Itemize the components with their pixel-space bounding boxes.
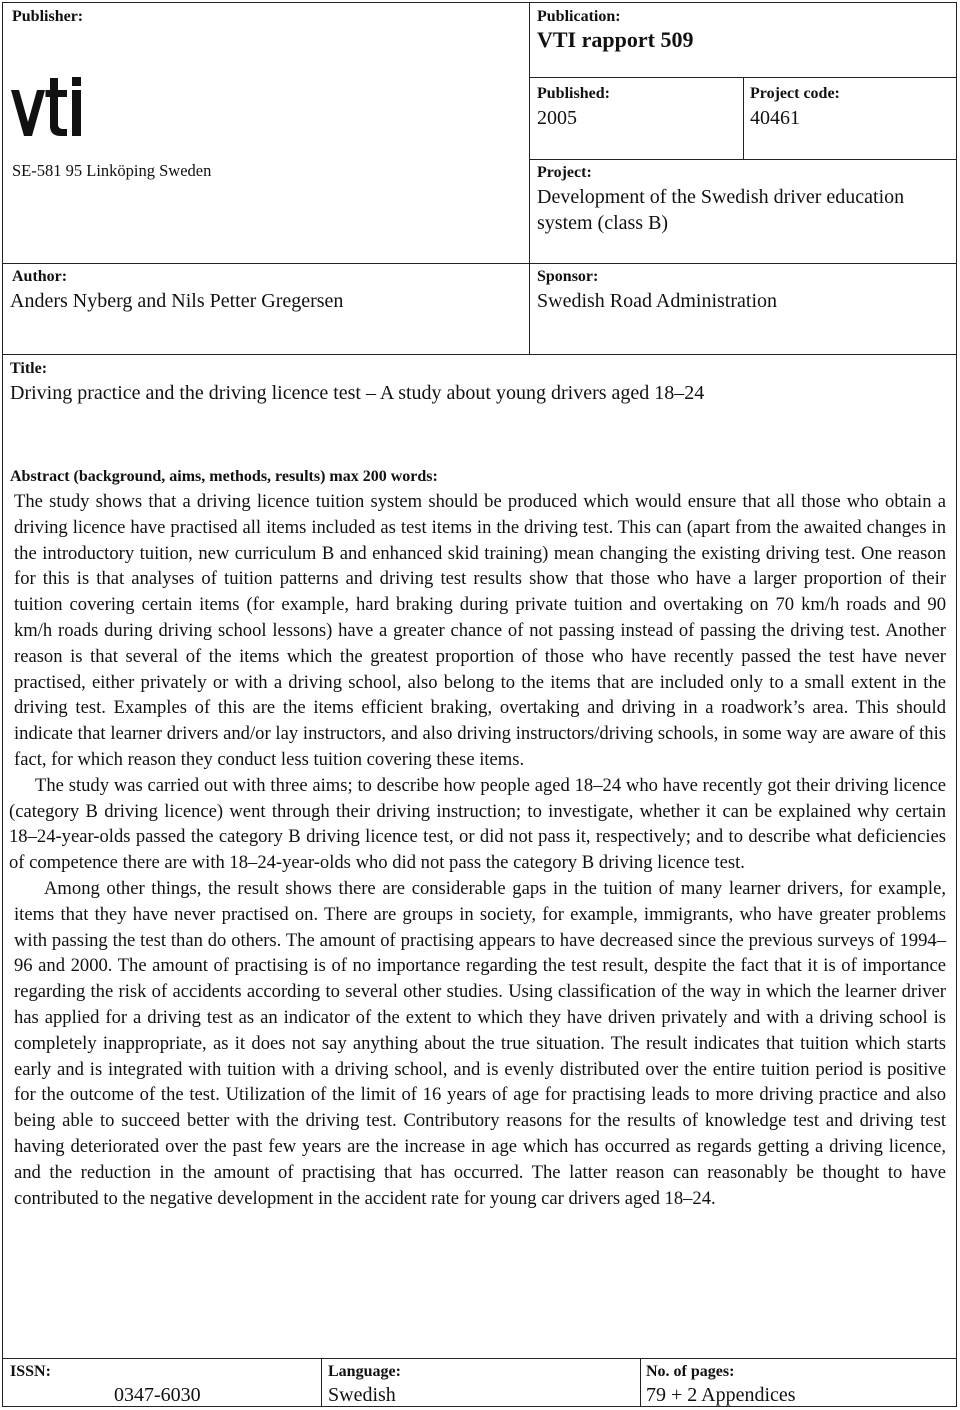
sponsor-label: Sponsor: xyxy=(537,268,599,285)
author-value: Anders Nyberg and Nils Petter Gregersen xyxy=(10,290,344,312)
vti-logo-graphic xyxy=(10,72,100,142)
project-code-value: 40461 xyxy=(750,107,800,129)
language-label: Language: xyxy=(328,1363,401,1380)
project-value: Development of the Swedish driver education system (class B) xyxy=(537,186,905,234)
abstract-label: Abstract (background, aims, methods, results) max 200 words: xyxy=(10,468,438,485)
publisher-address: SE-581 95 Linköping Sweden xyxy=(12,161,212,180)
abstract-paragraph: Among other things, the result shows there are considerable gaps in the tuition of many learner drivers, for example, items that they have never practised on. There are groups in society, for example, immigrants, who have greater problems with passing the test than do others. The amount of practising appears to have decreased since the previous surveys of 1994–96 and 2000. The amount of practising is of no importance regarding the test result, despite the fact that it is of importance regarding the risk of accidents according to several other studies. Using classification of the way in which the learner driver has applied for a driving test as an indicator of the extent to which they have driven privately and with a driving school is completely inappropriate, as it does not say anything about the true situation. The result indicates that tuition which starts early and is integrated with tuition with a driving school, and is evenly distributed over the entire tuition period is positive for the outcome of the test. Utilization of the limit of 16 years of age for practising leads to more driving practice and also being able to succeed better with the driving test. Contributory reasons for the results of knowledge test and driving test having deteriorated over the past few years are the increase in age which has occurred as regards getting a driving licence, and the reduction in the amount of practising that has occurred. The latter reason can reasonably be thought to have contributed to the negative development in the accident rate for young car drivers aged 18–24. xyxy=(14,877,946,1209)
divider-author-top xyxy=(2,263,957,264)
issn-value: 0347-6030 xyxy=(114,1384,201,1406)
divider-footer-top xyxy=(2,1358,957,1359)
author-label: Author: xyxy=(12,268,68,285)
pages-label: No. of pages: xyxy=(646,1363,735,1380)
language-value: Swedish xyxy=(328,1384,396,1406)
divider-footer-1 xyxy=(321,1358,322,1407)
title-value: Driving practice and the driving licence test – A study about young drivers aged 18–24 xyxy=(10,382,705,404)
publication-label: Publication: xyxy=(537,8,621,25)
project-code-label: Project code: xyxy=(750,85,840,102)
abstract-paragraph: The study shows that a driving licence tuition system should be produced which would ensure that all those who obtain a driving licence have practised all items included as test items in the driving test. This can (apart from the awaited changes in the introductory tuition, new curriculum B and enhanced skid training) mean changing the existing driving test. One reason for this is that analyses of tuition patterns and driving test results show that those who have a larger proportion of their tuition covering certain items (for example, hard braking during private tuition and overtaking on 70 km/h roads and 90 km/h roads during driving school lessons) have a greater chance of not passing instead of passing the driving test. Another reason is that several of the items which the greatest proportion of those who have recently passed the test have never practised, either privately or with a driving school, also belong to the items that are included only to a small extent in the driving test. Examples of this are the items efficient braking, overtaking and driving in a roadwork’s area. This should indicate that learner drivers and/or lay instructors, and also driving instructors/driving schools, in some way are aware of this fact, for which reason they conduct less tuition covering these items. xyxy=(14,491,946,770)
project-label: Project: xyxy=(537,164,592,181)
sponsor-value: Swedish Road Administration xyxy=(537,290,777,312)
divider-vertical-top xyxy=(529,2,530,354)
divider-title-top xyxy=(2,354,957,355)
abstract-body xyxy=(9,489,946,1211)
divider-footer-2 xyxy=(640,1358,641,1407)
divider-published-code xyxy=(743,77,744,159)
published-label: Published: xyxy=(537,85,610,102)
publication-value: VTI rapport 509 xyxy=(537,27,694,52)
issn-label: ISSN: xyxy=(10,1363,51,1380)
publisher-label: Publisher: xyxy=(12,8,84,25)
published-value: 2005 xyxy=(537,107,577,129)
divider-project-top xyxy=(529,159,957,160)
pages-value: 79 + 2 Appendices xyxy=(646,1384,796,1406)
abstract-paragraph: The study was carried out with three aims; to describe how people aged 18–24 who have recently got their driving licence (category B driving licence) went through their driving instruction; to investigate, whether it can be explained why certain 18–24-year-olds passed the category B driving licence test, or did not pass it, respectively; and to describe what deficiencies of competence there are with 18–24-year-olds who did not pass the category B driving licence test. xyxy=(9,774,946,874)
title-label: Title: xyxy=(10,360,48,377)
vti-logo xyxy=(10,72,100,142)
